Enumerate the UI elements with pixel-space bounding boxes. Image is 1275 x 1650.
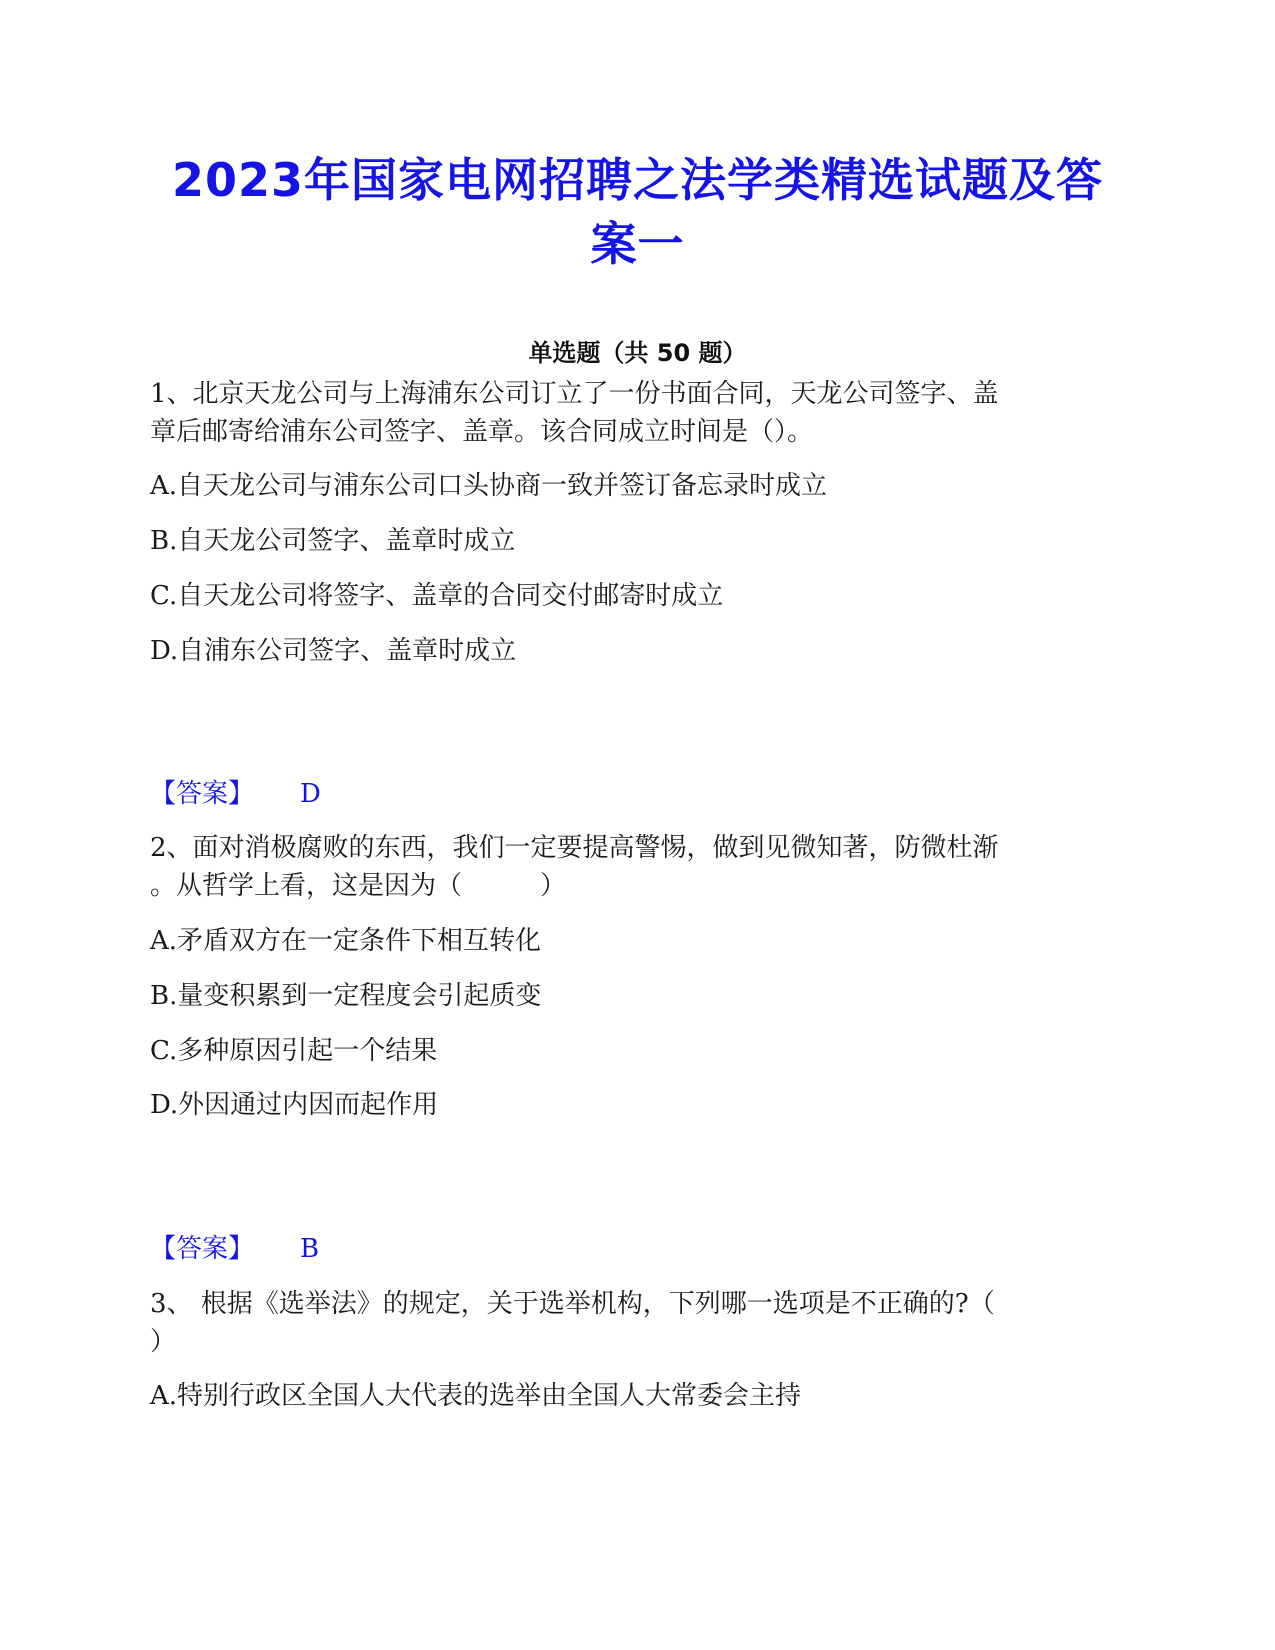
question-1-answer (150, 778, 321, 810)
answer-value: B (300, 1234, 320, 1264)
document-title (140, 148, 1135, 276)
question-1-stem-line-1: 1、北京天龙公司与上海浦东公司订立了一份书面合同，天龙公司签字、盖 (150, 379, 999, 409)
section-heading: 单选题（共 50 题） (528, 339, 747, 367)
answer-label: 【答案】 (150, 779, 255, 809)
question-2-answer (150, 1233, 319, 1265)
question-3-stem-line-2: ） (150, 1327, 177, 1357)
question-2-option-c: C.多种原因引起一个结果 (150, 1036, 438, 1066)
title-line-1: 2023年国家电网招聘之法学类精选试题及答 (171, 153, 1104, 207)
question-2-stem-line-2: 。从哲学上看，这是因为（ ） (150, 871, 567, 901)
question-1-option-b: B.自天龙公司签字、盖章时成立 (150, 526, 516, 556)
question-2-option-a: A.矛盾双方在一定条件下相互转化 (150, 926, 542, 956)
question-2-stem-line-1: 2、面对消极腐败的东西，我们一定要提高警惕，做到见微知著，防微杜渐 (150, 833, 999, 863)
question-3-option-a: A.特别行政区全国人大代表的选举由全国人大常委会主持 (150, 1381, 802, 1411)
question-3-stem-line-1: 3、 根据《选举法》的规定，关于选举机构，下列哪一选项是不正确的?（ (150, 1289, 995, 1319)
title-line-2: 案一 (590, 217, 685, 271)
question-2-option-d: D.外因通过内因而起作用 (150, 1090, 439, 1120)
question-1-option-c: C.自天龙公司将签字、盖章的合同交付邮寄时成立 (150, 581, 724, 611)
question-1-option-d: D.自浦东公司签字、盖章时成立 (150, 636, 517, 666)
answer-label: 【答案】 (150, 1234, 255, 1264)
question-1-option-a: A.自天龙公司与浦东公司口头协商一致并签订备忘录时成立 (150, 471, 828, 501)
question-1-stem-line-2: 章后邮寄给浦东公司签字、盖章。该合同成立时间是（）。 (150, 417, 814, 447)
answer-value: D (300, 779, 321, 809)
question-2-option-b: B.量变积累到一定程度会引起质变 (150, 981, 542, 1011)
